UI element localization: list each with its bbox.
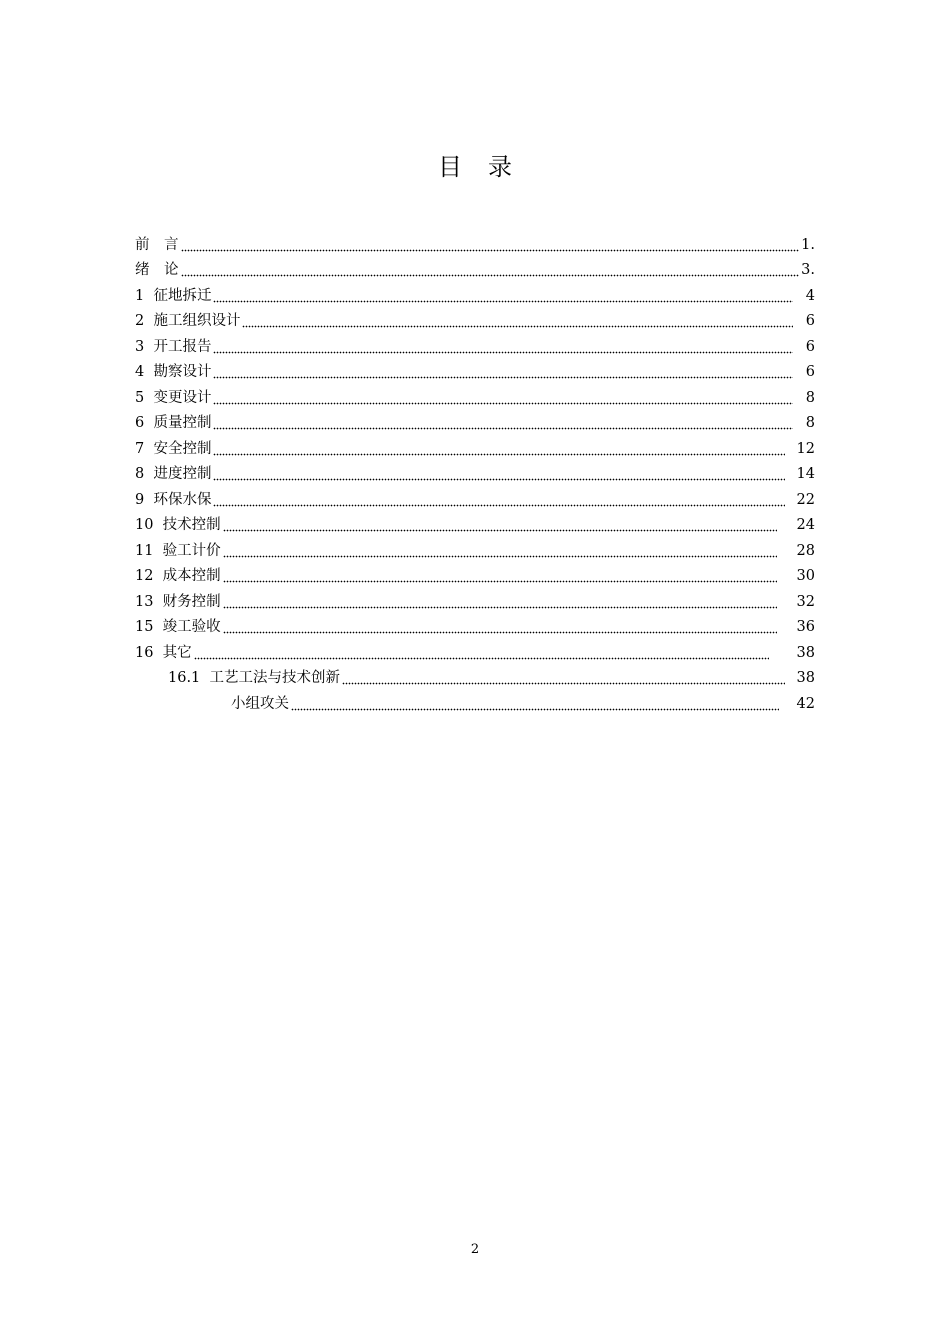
toc-entry[interactable] bbox=[135, 509, 815, 535]
toc-entry-page: 36 bbox=[796, 619, 815, 635]
toc-entry-title: 15 竣工验收 bbox=[135, 619, 221, 635]
toc-entry-title: 小组攻关 bbox=[231, 695, 289, 712]
toc-entry-title: 16 其它 bbox=[135, 644, 192, 661]
toc-entry-page: 6 bbox=[805, 338, 815, 355]
toc-entry-page: 6 bbox=[805, 313, 815, 329]
toc-entry-title: 9 环保水保 bbox=[135, 491, 212, 508]
toc-dot-leader bbox=[181, 236, 800, 254]
toc-entry[interactable] bbox=[135, 381, 815, 407]
toc-dot-leader bbox=[194, 644, 769, 662]
toc-dot-leader bbox=[213, 363, 793, 381]
toc-entry-page: 38 bbox=[796, 670, 815, 686]
toc-entry[interactable] bbox=[135, 585, 815, 611]
toc-entry-title: 8 进度控制 bbox=[135, 466, 212, 482]
toc-entry-title: 4 勘察设计 bbox=[135, 364, 212, 380]
toc-dot-leader bbox=[213, 465, 785, 483]
toc-entry-title: 7 安全控制 bbox=[135, 440, 212, 457]
toc-entry-page: 3. bbox=[801, 262, 815, 278]
toc-entry-page: 8 bbox=[805, 415, 815, 431]
toc-entry[interactable] bbox=[135, 560, 815, 586]
toc-entry[interactable] bbox=[135, 636, 815, 662]
toc-entry[interactable] bbox=[135, 534, 815, 560]
toc-entry[interactable] bbox=[135, 330, 815, 356]
toc-entry-page: 1. bbox=[801, 236, 815, 253]
toc-dot-leader bbox=[213, 389, 793, 407]
toc-dot-leader bbox=[213, 287, 793, 305]
toc-entry-title: 1 征地拆迁 bbox=[135, 287, 212, 304]
toc-entry-page: 12 bbox=[796, 440, 815, 457]
toc-entry[interactable] bbox=[135, 407, 815, 433]
toc-entry-title: 前 言 bbox=[135, 236, 179, 253]
toc-entry[interactable] bbox=[135, 279, 815, 305]
toc-entry-page: 30 bbox=[796, 568, 815, 584]
toc-dot-leader bbox=[342, 669, 785, 687]
toc-entry[interactable] bbox=[135, 432, 815, 458]
toc-entry-page: 14 bbox=[796, 466, 815, 482]
toc-entry[interactable] bbox=[135, 254, 815, 280]
toc-entry[interactable] bbox=[135, 458, 815, 484]
toc-entry-title: 12 成本控制 bbox=[135, 568, 221, 584]
toc-entry-page: 42 bbox=[796, 695, 815, 712]
toc-dot-leader bbox=[242, 312, 793, 330]
page-number: 2 bbox=[470, 1242, 480, 1257]
toc-entry-title: 5 变更设计 bbox=[135, 389, 212, 406]
toc-entry-title: 6 质量控制 bbox=[135, 415, 212, 431]
toc-dot-leader bbox=[223, 618, 777, 636]
toc-entry[interactable] bbox=[135, 228, 815, 254]
toc-dot-leader bbox=[223, 542, 777, 560]
toc-entry-page: 8 bbox=[805, 389, 815, 406]
toc-dot-leader bbox=[223, 516, 777, 534]
toc-entry[interactable] bbox=[135, 687, 815, 713]
toc-entry-title: 16.1 工艺工法与技术创新 bbox=[168, 670, 341, 686]
toc-entry-title: 11 验工计价 bbox=[135, 542, 221, 559]
toc-entry[interactable] bbox=[135, 611, 815, 637]
toc-entry-page: 38 bbox=[796, 644, 815, 661]
toc-dot-leader bbox=[213, 440, 785, 458]
toc-dot-leader bbox=[181, 261, 800, 279]
toc-entry-title: 10 技术控制 bbox=[135, 517, 221, 533]
toc-entry-title: 2 施工组织设计 bbox=[135, 313, 241, 329]
toc-dot-leader bbox=[223, 567, 777, 585]
toc-dot-leader bbox=[213, 338, 793, 356]
toc-entry-page: 6 bbox=[805, 364, 815, 380]
toc-dot-leader bbox=[223, 593, 777, 611]
toc-entry-page: 24 bbox=[796, 517, 815, 533]
toc-dot-leader bbox=[213, 414, 793, 432]
toc-entry-title: 3 开工报告 bbox=[135, 338, 212, 355]
page-title: 目录 bbox=[438, 153, 538, 181]
toc-dot-leader bbox=[213, 491, 785, 509]
toc-entry[interactable] bbox=[135, 356, 815, 382]
toc-entry[interactable] bbox=[135, 662, 815, 688]
toc-entry-page: 22 bbox=[796, 491, 815, 508]
toc-entry-title: 绪 论 bbox=[135, 262, 179, 278]
toc-entry-page: 32 bbox=[796, 593, 815, 610]
toc-entry[interactable] bbox=[135, 483, 815, 509]
toc-entry-page: 28 bbox=[796, 542, 815, 559]
toc-entry-page: 4 bbox=[805, 287, 815, 304]
toc-entry-title: 13 财务控制 bbox=[135, 593, 221, 610]
toc-entry[interactable] bbox=[135, 305, 815, 331]
table-of-contents bbox=[135, 228, 815, 713]
toc-dot-leader bbox=[291, 695, 779, 713]
